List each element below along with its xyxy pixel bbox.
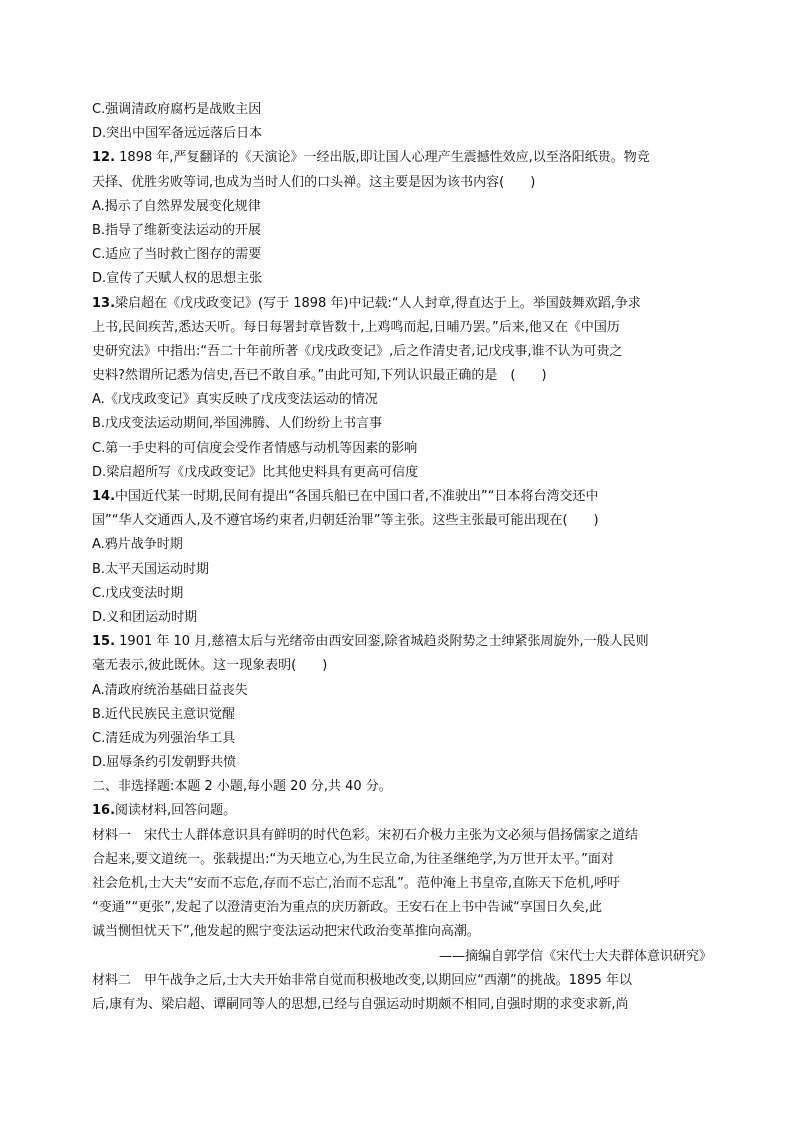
text-line bbox=[92, 993, 712, 1017]
line-text: 阅读材料,回答问题。 bbox=[115, 803, 237, 819]
line-text: 史研究法》中指出:“吾二十年前所著《戊戌政变记》,后之作清史者,记戊戌事,谁不认为可贵之 bbox=[92, 343, 623, 359]
line-text: 后,康有为、梁启超、谭嗣同等人的思想,已经与自强运动时期颇不相同,自强时期的求变求新,尚 bbox=[92, 996, 629, 1012]
line-text: 社会危机,士大夫“安而不忘危,存而不忘亡,治而不忘乱”。范仲淹上书皇帝,直陈天下危机,呼吁 bbox=[92, 876, 621, 891]
text-line bbox=[92, 558, 712, 582]
line-text: A.鸦片战争时期 bbox=[92, 537, 183, 553]
line-text: B.戊戌变法运动期间,举国沸腾、人们纷纷上书言事 bbox=[92, 416, 383, 432]
text-line bbox=[92, 461, 712, 485]
line-text: B.指导了维新变法运动的开展 bbox=[92, 222, 262, 238]
text-line bbox=[92, 799, 712, 823]
line-text: “变通”“更张”,发起了以澄清吏治为重点的庆历新政。王安石在上书中告诫“享国日久矣,此 bbox=[92, 900, 602, 916]
text-line bbox=[92, 703, 712, 727]
line-text: C.清廷成为列强治华工具 bbox=[92, 730, 236, 746]
text-line bbox=[92, 316, 712, 340]
text-line bbox=[92, 195, 712, 219]
text-line bbox=[92, 340, 712, 364]
line-text: 天择、优胜劣败等词,也成为当时人们的口头禅。这主要是因为该书内容( ) bbox=[92, 174, 536, 190]
text-line bbox=[92, 630, 712, 654]
line-text: D.宣传了天赋人权的思想主张 bbox=[92, 271, 263, 287]
text-line bbox=[92, 751, 712, 775]
text-line bbox=[92, 485, 712, 509]
text-line bbox=[92, 267, 712, 291]
line-text: C.戊戌变法时期 bbox=[92, 585, 184, 601]
text-line bbox=[92, 243, 712, 267]
question-number: 12. bbox=[92, 150, 116, 166]
text-line bbox=[92, 824, 712, 848]
line-text: D.梁启超所写《戊戌政变记》比其他史料具有更高可信度 bbox=[92, 464, 419, 480]
line-text: B.太平天国运动时期 bbox=[92, 561, 210, 577]
text-line bbox=[92, 219, 712, 243]
line-text: 中国近代某一时期,民间有提出“各国兵船已在中国口者,不准驶出”“日本将台湾交还中 bbox=[115, 489, 599, 504]
line-text: 1901 年 10 月,慈禧太后与光绪帝由西安回銮,除省城趋炎附势之士绅紧张周旋外,一般人民则 bbox=[115, 634, 649, 650]
text-line bbox=[92, 146, 712, 170]
text-line bbox=[92, 606, 712, 630]
line-text: 上书,民间疾苦,悉达天听。每日每署封章皆数十,上鸡鸣而起,日晡乃罢。”后来,他又在《中国历 bbox=[92, 319, 620, 335]
line-text: 诚当恻怛忧天下”,他发起的熙宁变法运动把宋代政治变革推向高潮。 bbox=[92, 924, 480, 940]
source-citation bbox=[92, 945, 712, 969]
line-text: A.揭示了自然界发展变化规律 bbox=[92, 198, 261, 214]
text-line bbox=[92, 920, 712, 944]
text-line bbox=[92, 654, 712, 678]
question-number: 13. bbox=[92, 295, 116, 311]
line-text: 毫无表示,彼此既休。这一现象表明( ) bbox=[92, 658, 328, 674]
line-text: C.第一手史料的可信度会受作者情感与动机等因素的影响 bbox=[92, 440, 418, 456]
text-line bbox=[92, 292, 712, 316]
text-line bbox=[92, 388, 712, 412]
text-line bbox=[92, 437, 712, 461]
line-text: 1898 年,严复翻译的《天演论》一经出版,即让国人心理产生震撼性效应,以至洛阳纸贵。物竞 bbox=[115, 150, 650, 166]
question-number: 16. bbox=[92, 803, 116, 819]
text-line bbox=[92, 896, 712, 920]
line-text: D.屈辱条约引发朝野共愤 bbox=[92, 755, 237, 771]
text-line bbox=[92, 582, 712, 606]
question-number: 14. bbox=[92, 489, 116, 504]
text-line bbox=[92, 171, 712, 195]
question-number: 15. bbox=[92, 634, 116, 650]
line-text: 材料一 宋代士人群体意识具有鲜明的时代色彩。宋初石介极力主张为文必须与倡扬儒家之道结 bbox=[92, 827, 639, 843]
text-line bbox=[92, 412, 712, 436]
line-text: ——摘编自郭学信《宋代士大夫群体意识研究》 bbox=[438, 948, 712, 964]
line-text: A.《戊戌政变记》真实反映了戊戌变法运动的情况 bbox=[92, 392, 378, 408]
line-text: D.义和团运动时期 bbox=[92, 609, 198, 625]
text-line bbox=[92, 122, 712, 146]
line-text: 材料二 甲午战争之后,士大夫开始非常自觉而积极地改变,以期回应“西潮”的挑战。1895 年以 bbox=[92, 972, 632, 988]
line-text: 二、非选择题:本题 2 小题,每小题 20 分,共 40 分。 bbox=[92, 779, 392, 795]
text-line bbox=[92, 679, 712, 703]
line-text: 国”“华人交通西人,及不遵官场约束者,归朝廷治罪”等主张。这些主张最可能出现在( ) bbox=[92, 513, 599, 529]
exam-page bbox=[92, 98, 712, 1017]
line-text: B.近代民族民主意识觉醒 bbox=[92, 706, 236, 722]
line-text: A.清政府统治基础日益丧失 bbox=[92, 682, 248, 698]
text-line bbox=[92, 848, 712, 872]
text-line bbox=[92, 872, 712, 896]
line-text: 合起来,要文道统一。张载提出:“为天地立心,为生民立命,为往圣继绝学,为万世开太平。”面对 bbox=[92, 851, 614, 867]
line-text: 史料?然谓所记悉为信史,吾已不敢自承。”由此可知,下列认识最正确的是 ( ) bbox=[92, 368, 547, 384]
text-line bbox=[92, 727, 712, 751]
line-text: C.适应了当时救亡图存的需要 bbox=[92, 247, 262, 263]
line-text: 梁启超在《戊戌政变记》(写于 1898 年)中记载:“人人封章,得直达于上。举国鼓舞欢蹈,争求 bbox=[115, 295, 641, 311]
text-line bbox=[92, 775, 712, 799]
text-line bbox=[92, 98, 712, 122]
text-line bbox=[92, 969, 712, 993]
line-text: D.突出中国军备远远落后日本 bbox=[92, 126, 263, 142]
text-line bbox=[92, 509, 712, 533]
text-line bbox=[92, 364, 712, 388]
line-text: C.强调清政府腐朽是战败主因 bbox=[92, 102, 262, 117]
text-line bbox=[92, 533, 712, 557]
